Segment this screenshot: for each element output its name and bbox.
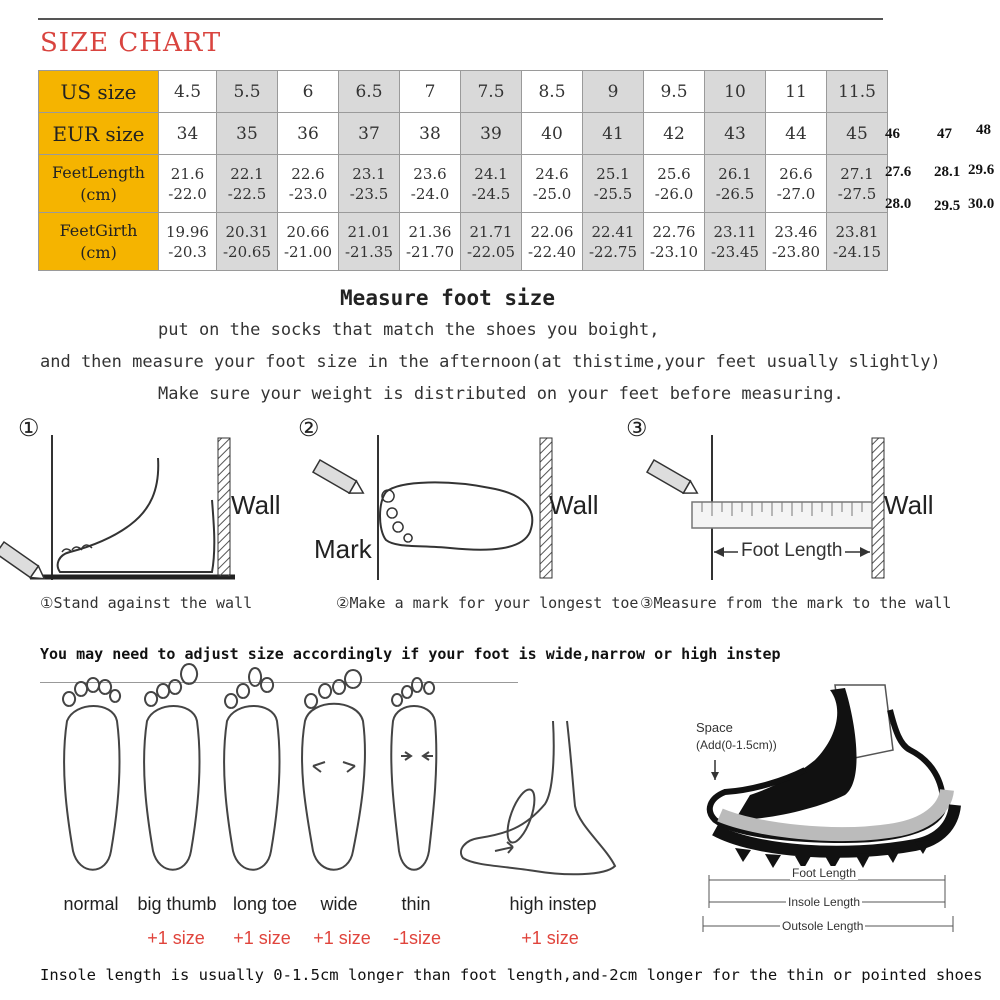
- extra-length-top-48: 29.6: [968, 162, 995, 178]
- us-size-header: US size: [39, 71, 159, 113]
- foot-type-high-instep-label: high instep: [509, 894, 597, 914]
- foot-type-high-instep-adjust: +1 size: [521, 928, 579, 948]
- us-size-cell: 9.5: [644, 71, 705, 113]
- shoe-foot-length-label: Foot Length: [792, 866, 857, 880]
- step-1-wall-label: Wall: [231, 490, 281, 520]
- eur-size-cell: 37: [339, 113, 400, 155]
- feet-length-row: [39, 155, 888, 213]
- feet-length-cell: 27.1 -27.5: [827, 155, 888, 213]
- us-size-cell: 4.5: [159, 71, 217, 113]
- feet-girth-cell: 21.36 -21.70: [400, 213, 461, 271]
- feet-girth-cell: 22.41 -22.75: [583, 213, 644, 271]
- step-3-illustration: [640, 430, 900, 590]
- us-size-cell: 9: [583, 71, 644, 113]
- footer-note: Insole length is usually 0-1.5cm longer than foot length,and-2cm longer for the thin or pointed shoes: [40, 966, 983, 984]
- top-rule: [38, 18, 883, 20]
- foot-type-wide-adjust: +1 size: [313, 928, 371, 948]
- shoe-space-label: Space: [696, 720, 733, 735]
- foot-type-big-thumb-adjust: +1 size: [147, 928, 205, 948]
- foot-type-wide-label: wide: [320, 894, 358, 914]
- feet-length-cell: 25.1 -25.5: [583, 155, 644, 213]
- feet-girth-row: [39, 213, 888, 271]
- extra-eur-47: 47: [937, 126, 952, 142]
- step-2-wall-label: Wall: [549, 490, 599, 520]
- eur-size-cell: 35: [217, 113, 278, 155]
- us-size-row: [39, 71, 888, 113]
- us-size-cell: 5.5: [217, 71, 278, 113]
- us-size-cell: 11: [766, 71, 827, 113]
- eur-size-cell: 38: [400, 113, 461, 155]
- feet-girth-cell: 23.81 -24.15: [827, 213, 888, 271]
- eur-size-cell: 41: [583, 113, 644, 155]
- extra-length-bottom-47: 29.5: [934, 198, 961, 214]
- extra-eur-46: 46: [885, 126, 900, 142]
- extra-length-bottom-46: 28.0: [885, 196, 912, 212]
- feet-length-header: FeetLength (cm): [39, 155, 159, 213]
- step-1-number: ①: [18, 415, 40, 442]
- high-instep-illustration: [455, 716, 635, 896]
- step-3-wall-label: Wall: [884, 490, 934, 520]
- eur-size-cell: 40: [522, 113, 583, 155]
- extra-eur-48: 48: [976, 122, 991, 138]
- extra-length-top-47: 28.1: [934, 164, 961, 180]
- feet-length-cell: 25.6 -26.0: [644, 155, 705, 213]
- step-2-mark-label: Mark: [314, 534, 372, 564]
- feet-girth-cell: 20.66 -21.00: [278, 213, 339, 271]
- chart-title: SIZE CHART: [40, 28, 222, 58]
- instruction-line-2: and then measure your foot size in the afternoon(at thistime,your feet usually slightly): [40, 352, 941, 372]
- instruction-line-3: Make sure your weight is distributed on your feet before measuring.: [158, 384, 844, 404]
- eur-size-header: EUR size: [39, 113, 159, 155]
- feet-girth-cell: 23.11 -23.45: [705, 213, 766, 271]
- foot-types-illustration: [55, 676, 495, 886]
- step-1-caption: ①Stand against the wall: [40, 594, 253, 612]
- step-3-number: ③: [626, 415, 648, 442]
- eur-size-cell: 39: [461, 113, 522, 155]
- feet-length-cell: 24.1 -24.5: [461, 155, 522, 213]
- us-size-cell: 6.5: [339, 71, 400, 113]
- eur-size-cell: 44: [766, 113, 827, 155]
- eur-size-row: [39, 113, 888, 155]
- feet-length-cell: 22.6 -23.0: [278, 155, 339, 213]
- us-size-cell: 10: [705, 71, 766, 113]
- instruction-line-1: put on the socks that match the shoes you boight,: [158, 320, 660, 340]
- feet-length-cell: 22.1 -22.5: [217, 155, 278, 213]
- feet-girth-cell: 20.31 -20.65: [217, 213, 278, 271]
- foot-type-normal-label: normal: [63, 894, 119, 914]
- feet-girth-cell: 22.06 -22.40: [522, 213, 583, 271]
- us-size-cell: 6: [278, 71, 339, 113]
- feet-girth-cell: 23.46 -23.80: [766, 213, 827, 271]
- step-3-caption: ③Measure from the mark to the wall: [640, 594, 952, 612]
- feet-length-cell: 26.6 -27.0: [766, 155, 827, 213]
- feet-length-cell: 23.6 -24.0: [400, 155, 461, 213]
- feet-girth-cell: 21.71 -22.05: [461, 213, 522, 271]
- shoe-insole-length-label: Insole Length: [788, 895, 861, 909]
- eur-size-cell: 45: [827, 113, 888, 155]
- foot-type-long-toe-label: long toe: [232, 894, 298, 914]
- feet-girth-cell: 19.96 -20.3: [159, 213, 217, 271]
- step-3-foot-length-label: Foot Length: [738, 540, 845, 562]
- step-2-caption: ②Make a mark for your longest toe: [336, 594, 639, 612]
- foot-type-long-toe-adjust: +1 size: [233, 928, 291, 948]
- feet-length-cell: 26.1 -26.5: [705, 155, 766, 213]
- us-size-cell: 7.5: [461, 71, 522, 113]
- foot-type-thin-label: thin: [401, 894, 431, 914]
- feet-girth-cell: 22.76 -23.10: [644, 213, 705, 271]
- shoe-outsole-length-label: Outsole Length: [782, 919, 864, 933]
- eur-size-cell: 43: [705, 113, 766, 155]
- feet-girth-header: FeetGirth (cm): [39, 213, 159, 271]
- feet-length-cell: 23.1 -23.5: [339, 155, 400, 213]
- foot-type-thin-adjust: -1size: [392, 928, 441, 948]
- feet-girth-cell: 21.01 -21.35: [339, 213, 400, 271]
- extra-length-top-46: 27.6: [885, 164, 912, 180]
- size-table: [38, 70, 888, 271]
- extra-length-bottom-48: 30.0: [968, 196, 995, 212]
- eur-size-cell: 42: [644, 113, 705, 155]
- shoe-space-add-label: (Add(0-1.5cm)): [696, 738, 777, 752]
- measure-heading: Measure foot size: [340, 286, 555, 310]
- feet-length-cell: 24.6 -25.0: [522, 155, 583, 213]
- foot-type-big-thumb-label: big thumb: [137, 894, 217, 914]
- us-size-cell: 11.5: [827, 71, 888, 113]
- adjust-note: You may need to adjust size accordingly if your foot is wide,narrow or high instep: [40, 645, 781, 663]
- us-size-cell: 7: [400, 71, 461, 113]
- eur-size-cell: 34: [159, 113, 217, 155]
- step-2-number: ②: [298, 415, 320, 442]
- feet-length-cell: 21.6 -22.0: [159, 155, 217, 213]
- eur-size-cell: 36: [278, 113, 339, 155]
- us-size-cell: 8.5: [522, 71, 583, 113]
